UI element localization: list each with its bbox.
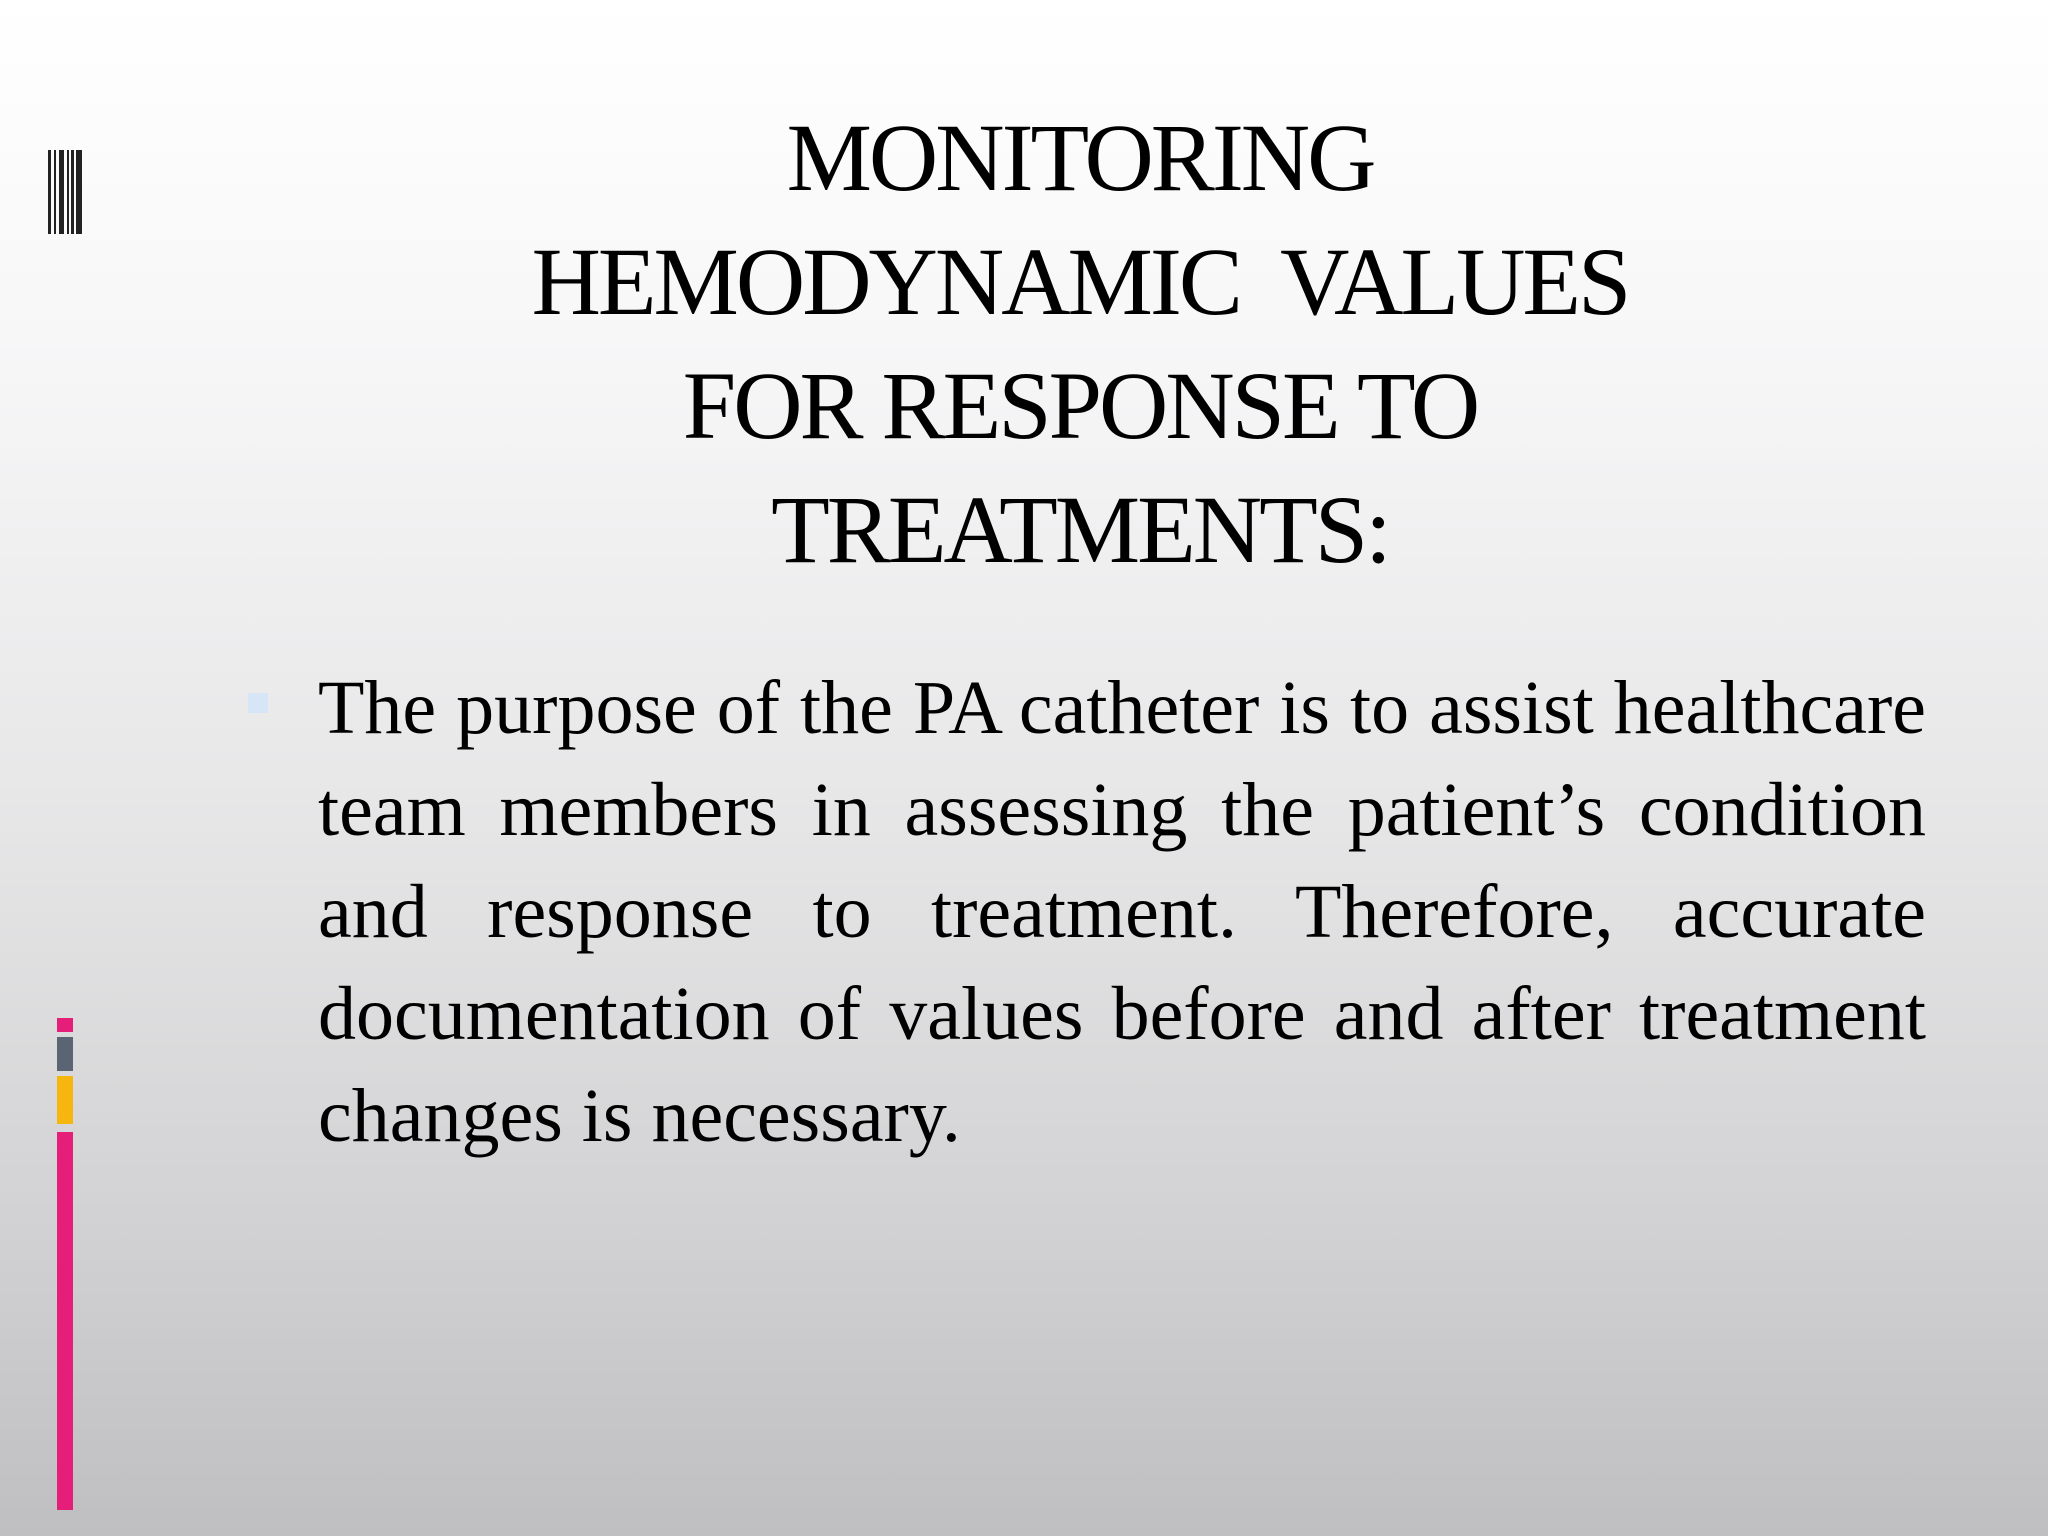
accent-bar-gray xyxy=(57,1037,73,1071)
title-line: MONITORING xyxy=(786,104,1374,211)
accent-bar-yellow xyxy=(57,1076,73,1124)
bullet-text: The purpose of the PA catheter is to assist healthcare team members in assessing the patient’s condition and response to treatment. Therefore, accurate documentation of values before and after treatment changes is necessary. xyxy=(318,666,1926,1158)
accent-bar-pink xyxy=(57,1132,73,1510)
slide-title xyxy=(380,96,1780,592)
barcode-mark-icon xyxy=(48,150,82,234)
title-line: TREATMENTS: xyxy=(771,476,1389,583)
accent-bar-pink-top xyxy=(57,1018,73,1032)
title-line: FOR RESPONSE TO xyxy=(682,352,1478,459)
bullet-square-icon xyxy=(248,693,268,713)
title-line: HEMODYNAMIC VALUES xyxy=(531,228,1629,335)
